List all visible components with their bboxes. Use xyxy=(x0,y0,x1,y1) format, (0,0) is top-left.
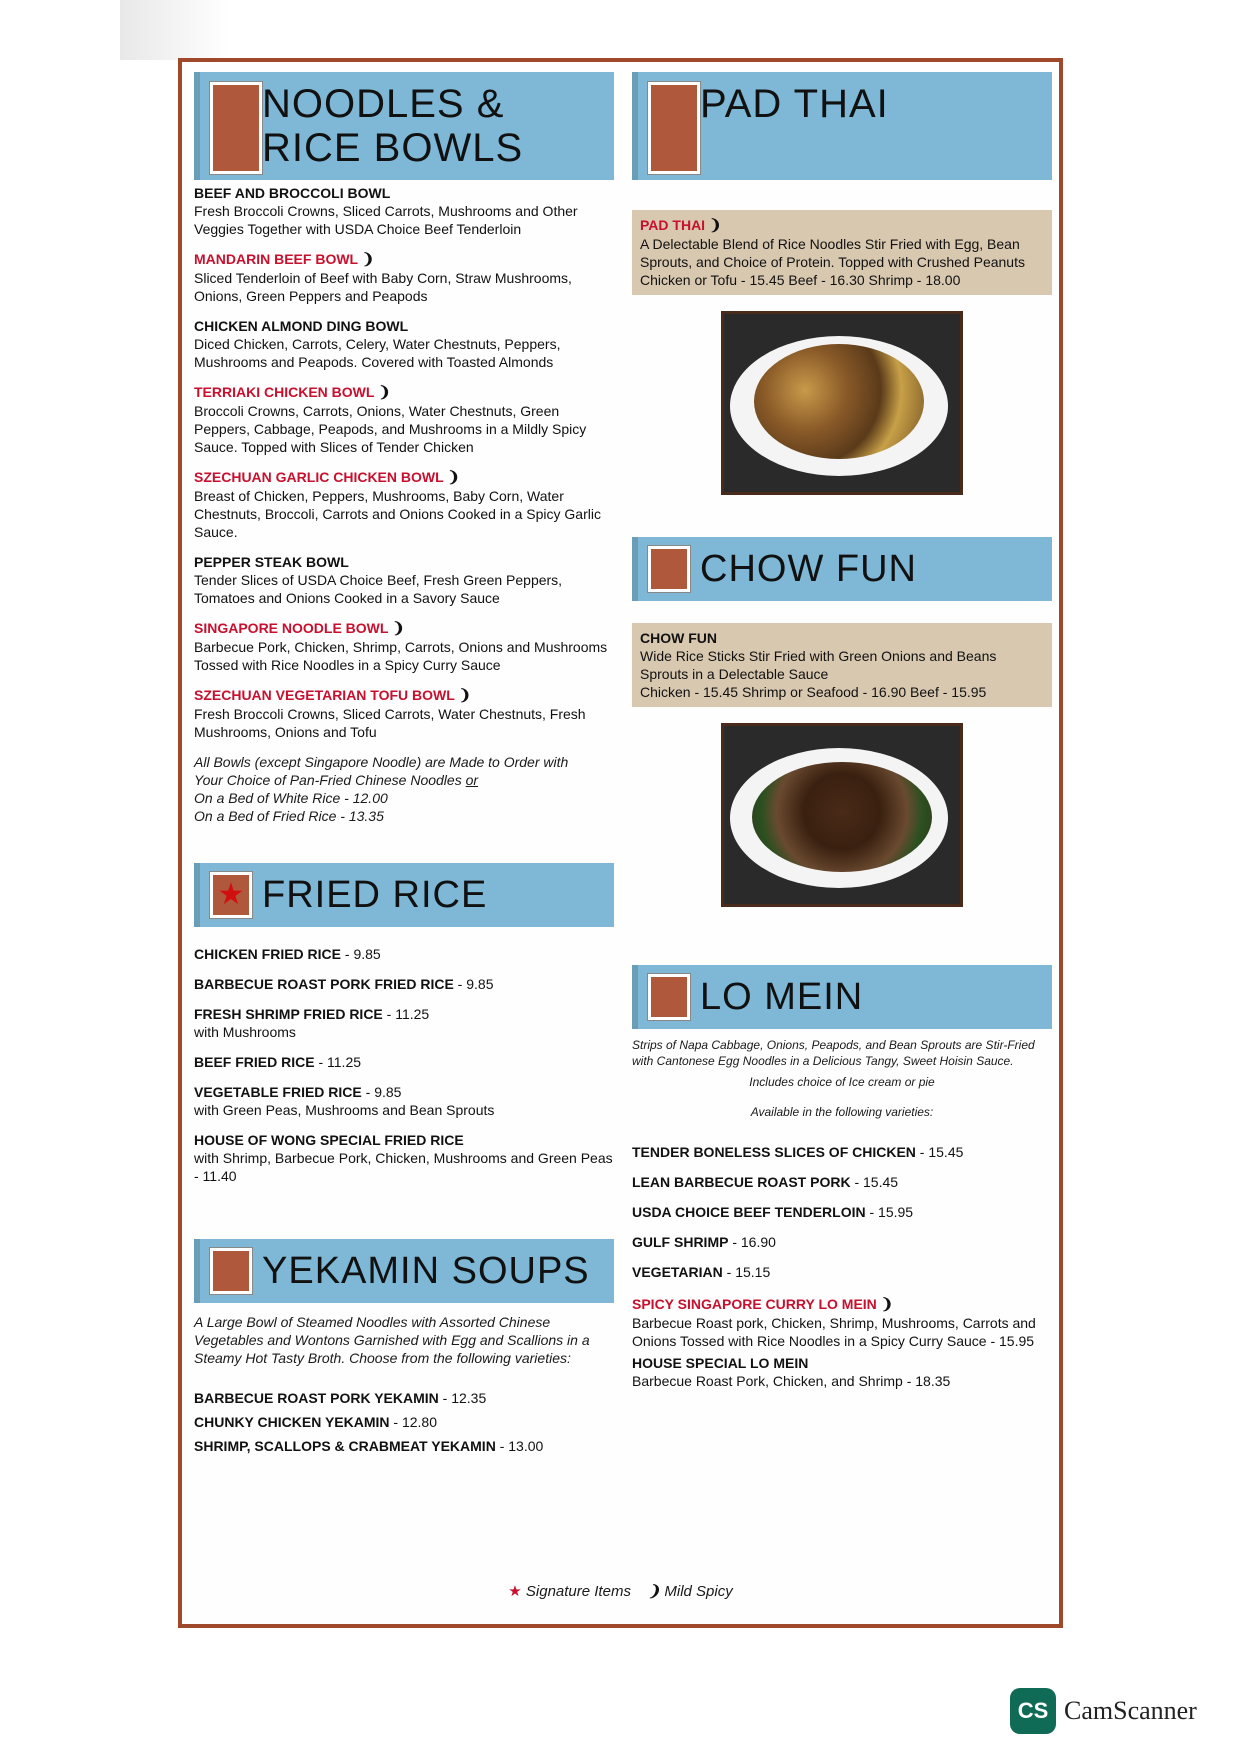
menu-item xyxy=(632,1263,1052,1281)
item-description: Broccoli Crowns, Carrots, Onions, Water Chestnuts, Green Peppers, Cabbage, Peapods, and Mushrooms in a Mildly Spicy Sauce. Topped with Slices of Tender Chicken xyxy=(194,403,587,455)
item-name-row xyxy=(194,686,614,705)
item-description: A Delectable Blend of Rice Noodles Stir Fried with Egg, Bean Sprouts, and Choice of Protein. Topped with Crushed Peanuts xyxy=(640,236,1025,270)
item-name: VEGETARIAN xyxy=(632,1264,723,1280)
item-price: - 12.35 xyxy=(438,1390,487,1406)
soups-intro: A Large Bowl of Steamed Noodles with Assorted Chinese Vegetables and Wontons Garnished with Egg and Scallions in a Steamy Hot Tasty Broth. Choose from the following varieties: xyxy=(194,1314,590,1366)
chili-icon: ❩ xyxy=(647,1583,661,1600)
menu-item xyxy=(194,468,614,541)
item-description: Diced Chicken, Carrots, Celery, Water Chestnuts, Peppers, Mushrooms and Peapods. Covered with Toasted Almonds xyxy=(194,336,561,370)
item-name: HOUSE OF WONG SPECIAL FRIED RICE xyxy=(194,1132,464,1148)
item-line xyxy=(194,1083,614,1101)
camscanner-watermark xyxy=(1010,1688,1197,1734)
camscanner-label: CamScanner xyxy=(1064,1696,1197,1725)
noodles-header xyxy=(194,72,614,180)
item-price: - 9.85 xyxy=(341,946,381,962)
chili-icon: ❩ xyxy=(708,217,722,234)
section-square-icon xyxy=(648,546,690,592)
item-description: Sliced Tenderloin of Beef with Baby Corn, Straw Mushrooms, Onions, Green Peppers and Peapods xyxy=(194,270,572,304)
item-name-row xyxy=(194,383,614,402)
chili-icon: ❩ xyxy=(361,251,375,268)
soups-header xyxy=(194,1239,614,1303)
pad-thai-title: PAD THAI xyxy=(700,82,889,126)
item-prices: Chicken - 15.45 Shrimp or Seafood - 16.90 Beef - 15.95 xyxy=(640,684,987,700)
item-line xyxy=(194,1005,614,1023)
item-name-row xyxy=(632,1295,1052,1314)
note-line: All Bowls (except Singapore Noodle) are Made to Order with xyxy=(194,754,569,770)
item-price: - 11.25 xyxy=(314,1054,362,1070)
noodles-list xyxy=(194,184,614,825)
item-line xyxy=(194,975,614,993)
menu-item xyxy=(194,1005,614,1041)
item-name: VEGETABLE FRIED RICE xyxy=(194,1084,362,1100)
chow-fun-item xyxy=(632,623,1052,707)
menu-item xyxy=(194,1389,614,1407)
signature-star-icon xyxy=(210,872,252,918)
lo-mein-title: LO MEIN xyxy=(700,976,864,1018)
item-name: BEEF AND BROCCOLI BOWL xyxy=(194,185,391,201)
pad-thai-food-image xyxy=(754,344,924,459)
menu-item xyxy=(194,1437,614,1455)
menu-item xyxy=(194,1053,614,1071)
menu-item xyxy=(194,1131,614,1185)
lo-mein-list xyxy=(632,1037,1052,1390)
item-description: Fresh Broccoli Crowns, Sliced Carrots, Water Chestnuts, Fresh Mushrooms, Onions and Tofu xyxy=(194,706,586,740)
menu-item xyxy=(194,1413,614,1431)
pad-thai-item xyxy=(632,210,1052,295)
chili-icon: ❩ xyxy=(880,1296,894,1313)
lo-mein-varieties xyxy=(632,1143,1052,1281)
item-name: CHICKEN FRIED RICE xyxy=(194,946,342,962)
item-price: - 16.90 xyxy=(728,1234,776,1250)
house-lo-mein-item xyxy=(632,1354,1052,1390)
fried-rice-list xyxy=(194,945,614,1185)
menu-item xyxy=(632,1233,1052,1251)
menu-item xyxy=(194,1083,614,1119)
item-name: SINGAPORE NOODLE BOWL xyxy=(194,620,389,636)
menu-item xyxy=(194,553,614,607)
item-description: Fresh Broccoli Crowns, Sliced Carrots, Mushrooms and Other Veggies Together with USDA Choice Beef Tenderloin xyxy=(194,203,578,237)
section-square-icon xyxy=(210,82,262,174)
legend xyxy=(182,1582,1059,1600)
legend-signature-label: Signature Items xyxy=(525,1583,631,1600)
item-name: CHOW FUN xyxy=(640,630,717,646)
item-name: FRESH SHRIMP FRIED RICE xyxy=(194,1006,383,1022)
noodles-title-line2: RICE BOWLS xyxy=(262,126,524,170)
chow-fun-header xyxy=(632,537,1052,601)
item-description: Barbecue Roast Pork, Chicken, and Shrimp - 18.35 xyxy=(632,1373,951,1389)
bowls-note xyxy=(194,753,614,825)
item-line xyxy=(194,1131,614,1149)
item-name: HOUSE SPECIAL LO MEIN xyxy=(632,1355,809,1371)
item-subtext: with Shrimp, Barbecue Pork, Chicken, Mushrooms and Green Peas - 11.40 xyxy=(194,1150,613,1184)
menu-item xyxy=(194,383,614,456)
note-line: On a Bed of White Rice - 12.00 xyxy=(194,790,388,806)
item-description: Breast of Chicken, Peppers, Mushrooms, Baby Corn, Water Chestnuts, Broccoli, Carrots and Onions Cooked in a Spicy Garlic Sauce. xyxy=(194,488,601,540)
item-name: SZECHUAN VEGETARIAN TOFU BOWL xyxy=(194,687,455,703)
menu-item xyxy=(194,184,614,238)
item-line xyxy=(194,945,614,963)
item-name: BARBECUE ROAST PORK FRIED RICE xyxy=(194,976,454,992)
item-price: - 11.25 xyxy=(382,1006,430,1022)
chili-icon: ❩ xyxy=(447,469,460,486)
lo-mein-available: Available in the following varieties: xyxy=(750,1105,934,1119)
pad-thai-header xyxy=(632,72,1052,180)
left-column xyxy=(194,72,614,1461)
item-name: CHICKEN ALMOND DING BOWL xyxy=(194,318,409,334)
item-price: - 15.15 xyxy=(722,1264,771,1280)
pad-thai-photo xyxy=(721,311,963,495)
item-name: TENDER BONELESS SLICES OF CHICKEN xyxy=(632,1144,916,1160)
chow-fun-food-image xyxy=(752,762,932,872)
lo-mein-header xyxy=(632,965,1052,1029)
item-name: USDA CHOICE BEEF TENDERLOIN xyxy=(632,1204,866,1220)
chili-icon: ❩ xyxy=(378,384,391,401)
menu-item xyxy=(632,1173,1052,1191)
item-description: Barbecue Pork, Chicken, Shrimp, Carrots, Onions and Mushrooms Tossed with Rice Noodles in a Spicy Curry Sauce xyxy=(194,639,608,673)
item-description: Tender Slices of USDA Choice Beef, Fresh Green Peppers, Tomatoes and Onions Cooked in a Savory Sauce xyxy=(194,572,563,606)
page-shadow xyxy=(120,0,230,60)
chow-fun-photo xyxy=(721,723,963,907)
menu-item xyxy=(194,250,614,305)
item-prices: Chicken or Tofu - 15.45 Beef - 16.30 Shrimp - 18.00 xyxy=(640,272,961,288)
item-name: BEEF FRIED RICE xyxy=(194,1054,315,1070)
item-name: SHRIMP, SCALLOPS & CRABMEAT YEKAMIN xyxy=(194,1438,496,1454)
soups-list xyxy=(194,1313,614,1455)
lo-mein-intro: Strips of Napa Cabbage, Onions, Peapods, and Bean Sprouts are Stir-Fried with Cantonese Egg Noodles in a Delicious Tangy, Sweet Hoisin Sauce. xyxy=(632,1038,1035,1068)
section-square-icon xyxy=(210,1248,252,1294)
legend-spicy-label: Mild Spicy xyxy=(664,1583,733,1600)
menu-item xyxy=(194,686,614,741)
item-price: - 15.45 xyxy=(850,1174,899,1190)
item-price: - 15.45 xyxy=(915,1144,964,1160)
right-column xyxy=(632,72,1052,1390)
item-price: - 12.80 xyxy=(389,1414,437,1430)
item-name: GULF SHRIMP xyxy=(632,1234,729,1250)
lo-mein-includes: Includes choice of Ice cream or pie xyxy=(749,1075,935,1089)
menu-item xyxy=(632,1203,1052,1221)
item-name: BARBECUE ROAST PORK YEKAMIN xyxy=(194,1390,439,1406)
menu-item xyxy=(194,975,614,993)
item-name: PEPPER STEAK BOWL xyxy=(194,554,349,570)
item-price: - 9.85 xyxy=(361,1084,402,1100)
noodles-title xyxy=(262,82,523,170)
item-description: Wide Rice Sticks Stir Fried with Green Onions and Beans Sprouts in a Delectable Sauce xyxy=(640,648,997,682)
chili-icon: ❩ xyxy=(392,620,405,637)
item-subtext: with Mushrooms xyxy=(194,1024,296,1040)
star-glyph: ★ xyxy=(217,878,245,911)
item-name-row xyxy=(640,216,1044,235)
item-price: - 15.95 xyxy=(865,1204,914,1220)
note-text: Your Choice of Pan-Fried Chinese Noodles xyxy=(194,772,466,788)
camscanner-logo-icon: CS xyxy=(1010,1688,1056,1734)
chow-fun-title: CHOW FUN xyxy=(700,548,917,590)
note-or: or xyxy=(465,772,479,788)
menu-item xyxy=(194,619,614,674)
item-price: - 9.85 xyxy=(453,976,494,992)
item-name: CHUNKY CHICKEN YEKAMIN xyxy=(194,1414,390,1430)
fried-rice-header xyxy=(194,863,614,927)
item-name: MANDARIN BEEF BOWL xyxy=(194,251,358,267)
noodles-title-line1: NOODLES & xyxy=(262,82,505,126)
item-name: PAD THAI xyxy=(640,217,706,233)
item-line xyxy=(194,1053,614,1071)
item-name-row xyxy=(194,619,614,638)
chili-icon: ❩ xyxy=(458,687,472,704)
menu-item xyxy=(632,1143,1052,1161)
note-line xyxy=(194,771,614,789)
soups-title: YEKAMIN SOUPS xyxy=(262,1250,590,1292)
spicy-lo-mein-item xyxy=(632,1295,1052,1350)
section-square-icon xyxy=(648,82,700,174)
note-line: On a Bed of Fried Rice - 13.35 xyxy=(194,808,384,824)
item-subtext: with Green Peas, Mushrooms and Bean Sprouts xyxy=(194,1102,495,1118)
signature-star-icon: ★ xyxy=(508,1583,522,1600)
item-name: TERRIAKI CHICKEN BOWL xyxy=(194,384,375,400)
menu-item xyxy=(194,945,614,963)
section-square-icon xyxy=(648,974,690,1020)
item-name-row xyxy=(194,250,614,269)
item-name: LEAN BARBECUE ROAST PORK xyxy=(632,1174,851,1190)
fried-rice-title: FRIED RICE xyxy=(262,874,488,916)
menu-item xyxy=(194,317,614,371)
item-name: SZECHUAN GARLIC CHICKEN BOWL xyxy=(194,469,444,485)
item-name-row xyxy=(194,468,614,487)
item-description: Barbecue Roast pork, Chicken, Shrimp, Mushrooms, Carrots and Onions Tossed with Rice Noodles in a Spicy Curry Sauce - 15.95 xyxy=(632,1315,1036,1349)
item-name: SPICY SINGAPORE CURRY LO MEIN xyxy=(632,1296,877,1312)
item-price: - 13.00 xyxy=(495,1438,544,1454)
menu-page xyxy=(178,58,1063,1628)
